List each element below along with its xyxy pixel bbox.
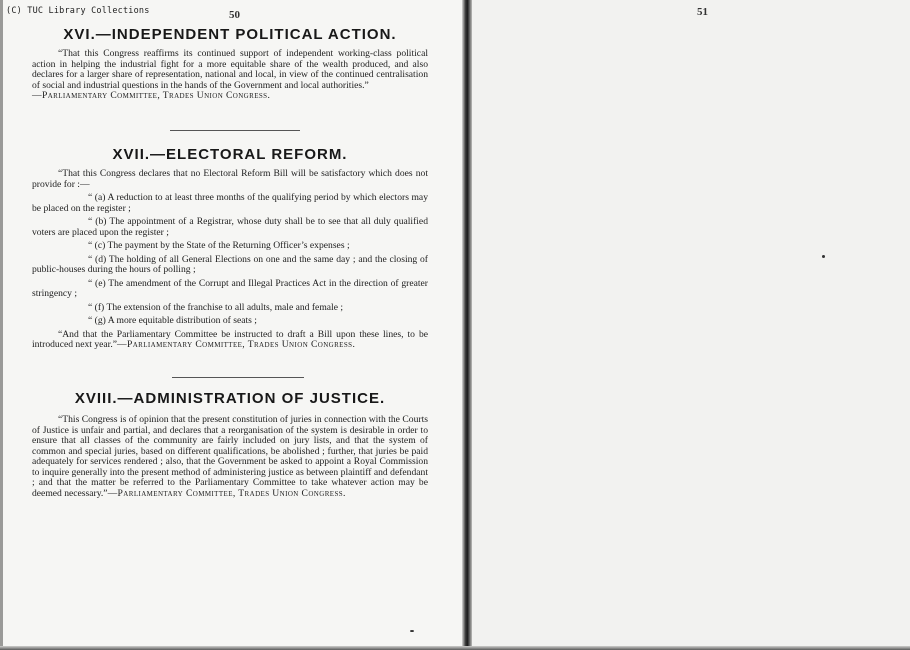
section-17-heading: XVII.—ELECTORAL REFORM.	[112, 146, 348, 163]
section-18-text: “This Congress is of opinion that the present constitution of juries in connection with the Courts of Justice is unfair and partial, and declares that a reorganisation of the system is desirable in order to ensure that all classes of the community are fairly included on jury lists, and that the system of common and special juries, based on different qualifications, be abolished ; further, that juries be paid adequately for services rendered ; also, that the Government be asked to appoint a Royal Commission to inquire generally into the present method of administering justice as between plaintiff and defendant ; and that the matter be referred to the Parliamentary Committee to take whatever action may be deemed necessary.”	[32, 414, 428, 499]
section-17-item-b: “ (b) The appointment of a Registrar, whose duty shall be to see that all duly qualified voters are placed upon the register ;	[32, 216, 428, 238]
right-page	[470, 0, 910, 650]
section-16-heading: XVI.—INDEPENDENT POLITICAL ACTION.	[63, 26, 397, 43]
section-17	[32, 146, 428, 351]
section-16-text: “That this Congress reaffirms its continued support of independent working-class political action in helping the industrial fight for a more equitable share of the wealth produced, and also declares for a larger share of representation, national and local, in view of the continued centralisation of social and industrial questions in the hands of the Government and local authorities.”	[32, 48, 428, 91]
section-16	[32, 26, 428, 102]
section-17-signature: —Parliamentary Committee, Trades Union Congress.	[116, 339, 356, 350]
scan-speck	[822, 255, 825, 258]
section-17-item-a: “ (a) A reduction to at least three months of the qualifying period by which electors may be placed on the register ;	[32, 192, 428, 214]
section-16-signature: —Parliamentary Committee, Trades Union Congress.	[32, 90, 271, 101]
watermark: (C) TUC Library Collections	[6, 6, 150, 16]
page-bottom-edge	[0, 646, 910, 650]
section-17-item-d: “ (d) The holding of all General Elections on one and the same day ; and the closing of public-houses during the hours of polling ;	[32, 253, 428, 275]
page-number-right: 51	[697, 6, 708, 18]
section-16-body	[32, 49, 428, 102]
section-17-closing	[32, 330, 428, 351]
section-18-body	[32, 415, 428, 499]
book-gutter	[462, 0, 472, 650]
page-number-left: 50	[229, 9, 240, 21]
section-17-closing-text: “And that the Parliamentary Committee be instructed to draft a Bill upon these lines, to be introduced next year.”	[32, 328, 428, 350]
scan-speck	[410, 630, 414, 632]
divider-2	[172, 377, 304, 378]
section-17-intro: “That this Congress declares that no Electoral Reform Bill will be satisfactory which does not provide for :—	[32, 168, 428, 190]
section-17-item-f: “ (f) The extension of the franchise to all adults, male and female ;	[88, 301, 344, 313]
section-18-heading: XVIII.—ADMINISTRATION OF JUSTICE.	[74, 390, 386, 407]
section-18-signature: —Parliamentary Committee, Trades Union Congress.	[107, 487, 346, 499]
section-17-item-e: “ (e) The amendment of the Corrupt and Illegal Practices Act in the direction of greater stringency ;	[32, 277, 428, 299]
section-17-item-c: “ (c) The payment by the State of the Returning Officer’s expenses ;	[88, 240, 350, 251]
section-17-item-g: “ (g) A more equitable distribution of seats ;	[88, 315, 257, 326]
divider-1	[170, 130, 300, 131]
section-18	[32, 390, 428, 499]
page-edge	[0, 0, 3, 650]
